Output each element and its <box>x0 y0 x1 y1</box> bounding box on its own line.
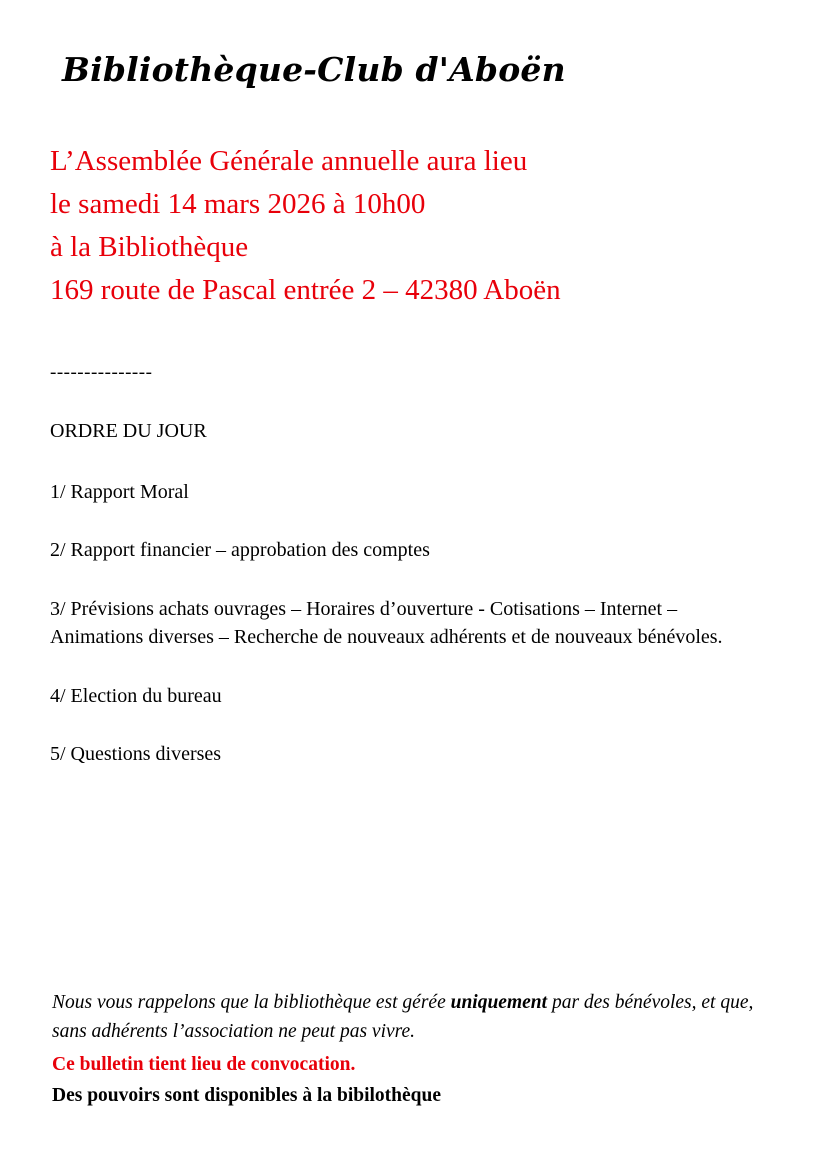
agenda-item: 3/ Prévisions achats ouvrages – Horaires d’ouverture - Cotisations – Internet – Animations diverses – Recherche de nouveaux adhérents et de nouveaux bénévoles. <box>50 597 723 649</box>
footer-note-part2: par des bénévoles, et que, sans adhérents l’association ne peut pas vivre <box>52 992 754 1043</box>
footer-note <box>52 988 782 1047</box>
announcement-line-3: à la Bibliothèque <box>50 230 249 263</box>
agenda-item: 1/ Rapport Moral <box>50 481 189 503</box>
footer-note-end: . <box>410 1021 416 1043</box>
announcement-line-2: le samedi 14 mars 2026 à 10h00 <box>50 187 426 220</box>
page-title: Bibliothèque-Club d'Aboën <box>62 50 566 89</box>
footer-convocation-line: Ce bulletin tient lieu de convocation. <box>52 1053 356 1075</box>
agenda-item: 4/ Election du bureau <box>50 684 222 707</box>
footer-block <box>52 988 782 1110</box>
divider: --------------- <box>50 362 153 383</box>
agenda-item: 5/ Questions diverses <box>50 742 222 765</box>
footer-note-bold: uniquement <box>450 992 548 1013</box>
agenda-item: 2/ Rapport financier – approbation des comptes <box>50 539 430 562</box>
agenda-heading: ORDRE DU JOUR <box>50 420 207 442</box>
announcement-block <box>50 140 790 312</box>
footer-powers-line: Des pouvoirs sont disponibles à la bibilothèque <box>52 1084 442 1106</box>
announcement-line-1: L’Assemblée Générale annuelle aura lieu <box>50 145 528 177</box>
announcement-line-4: 169 route de Pascal entrée 2 – 42380 Aboën <box>50 273 561 306</box>
agenda-list <box>50 478 762 798</box>
footer-note-part1: Nous vous rappelons que la bibliothèque est gérée <box>52 992 451 1013</box>
